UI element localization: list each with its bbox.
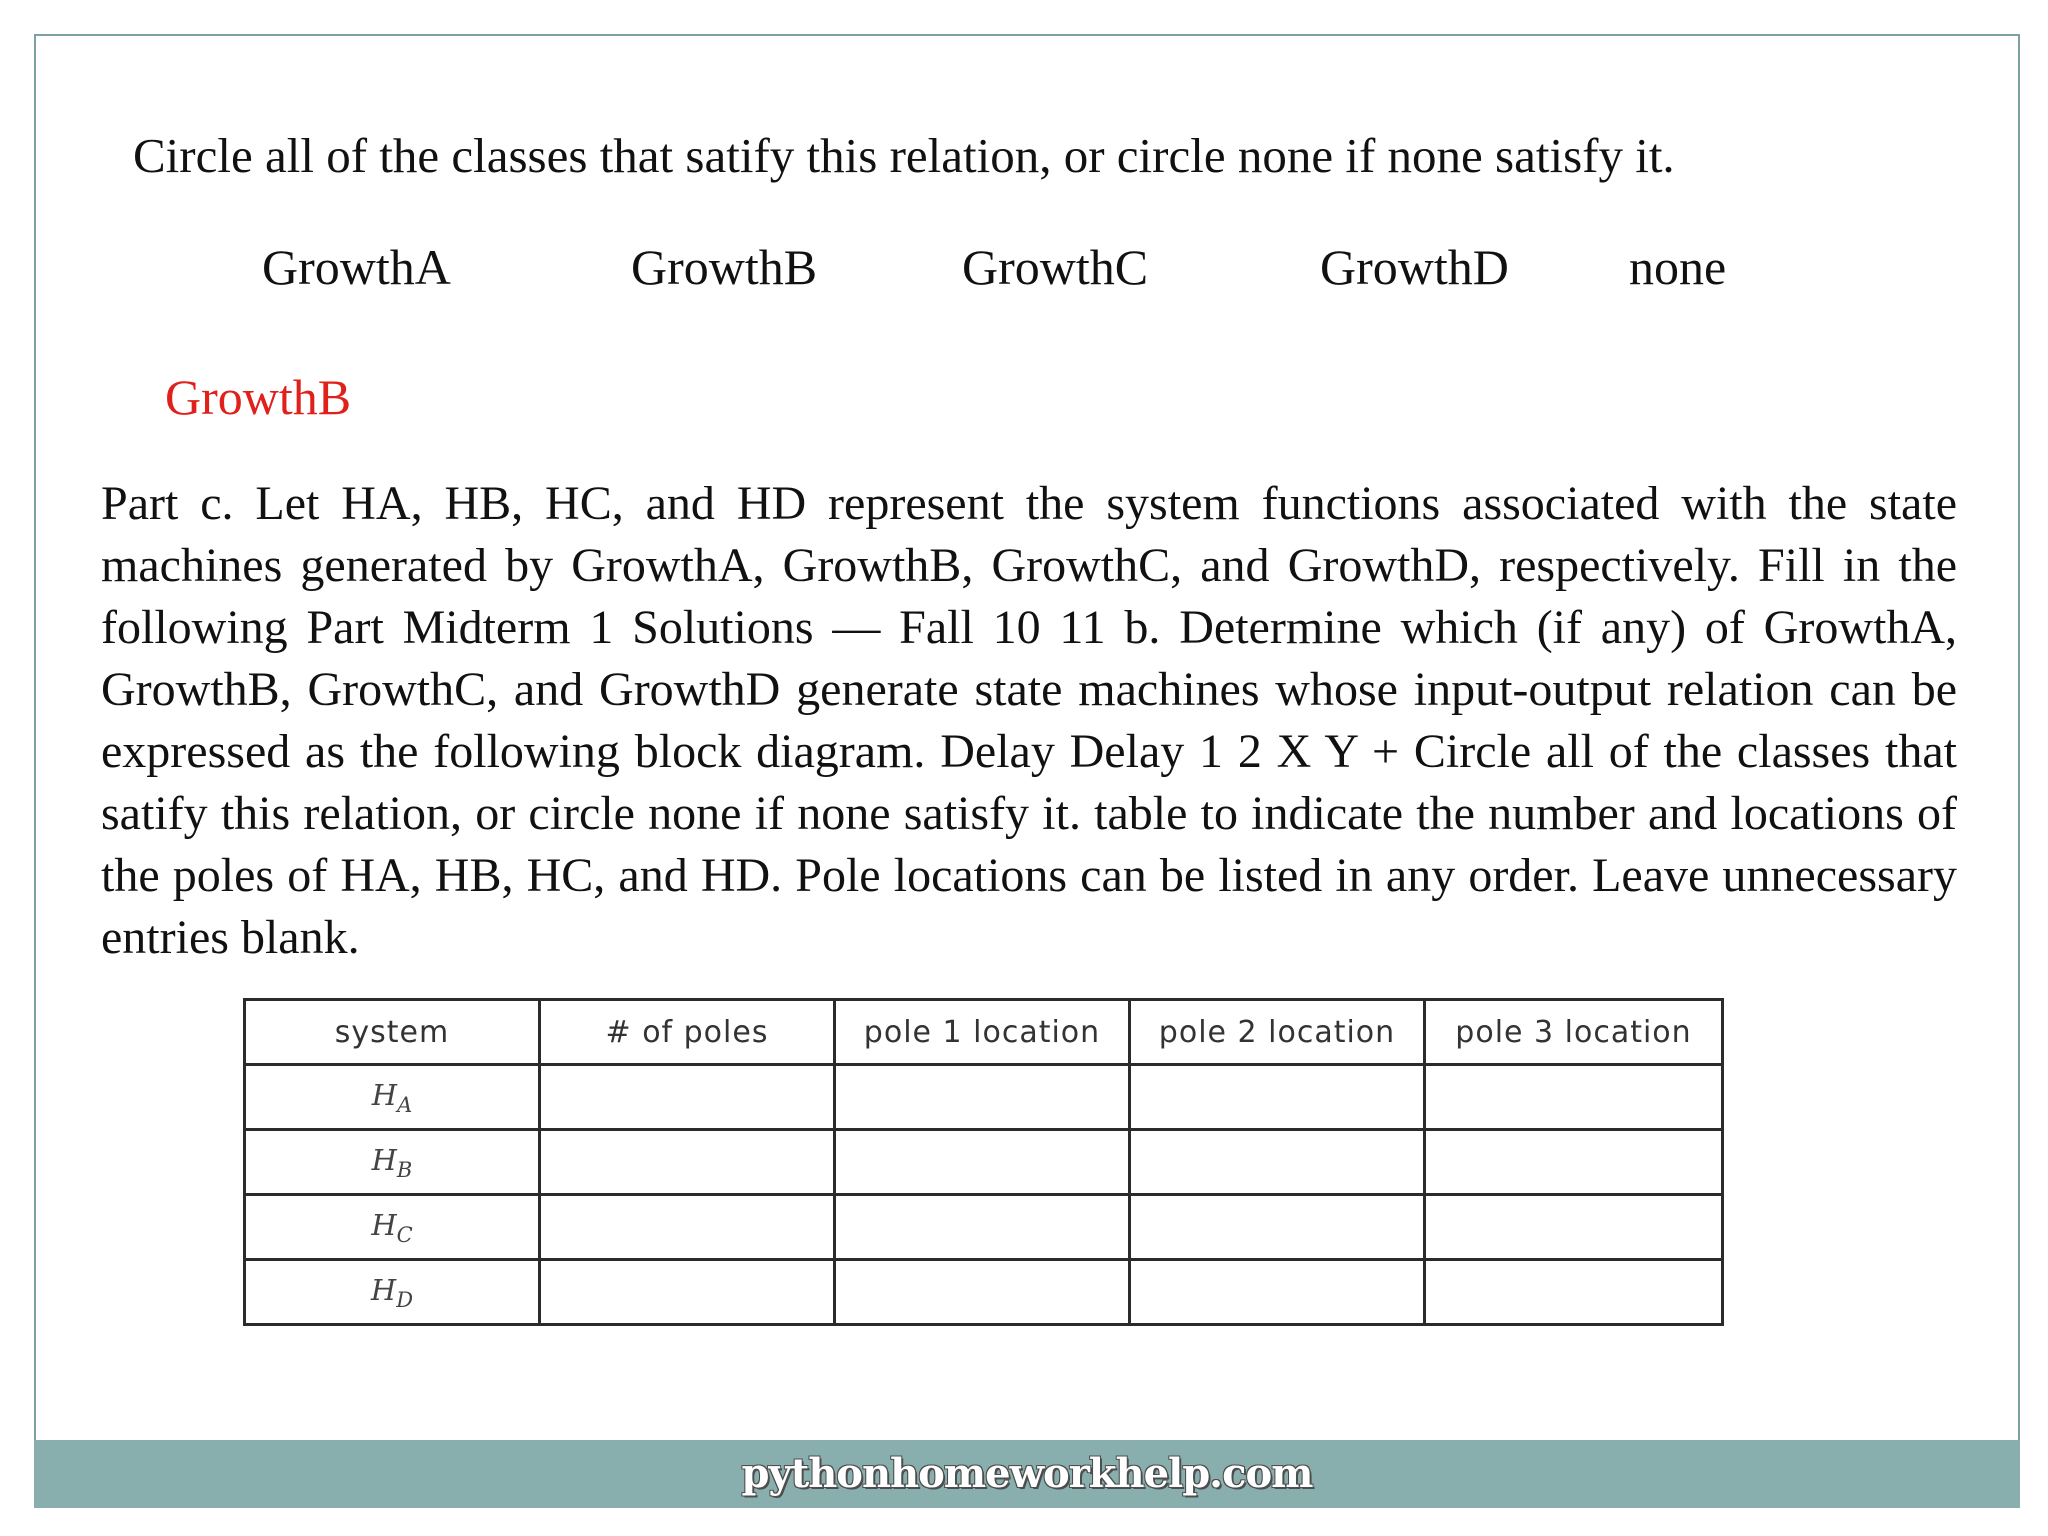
pole-1-cell[interactable] [835, 1260, 1130, 1325]
pole-3-cell[interactable] [1425, 1195, 1723, 1260]
table-row [245, 1260, 1723, 1325]
footer-site-link[interactable]: pythonhomeworkhelp.com [741, 1450, 1313, 1497]
pole-3-cell[interactable] [1425, 1065, 1723, 1130]
options-row [0, 238, 2048, 298]
table-row [245, 1130, 1723, 1195]
table-header-row [245, 1000, 1723, 1065]
table-row [245, 1195, 1723, 1260]
system-base: H [370, 1272, 397, 1307]
pole-1-cell[interactable] [835, 1195, 1130, 1260]
pole-2-cell[interactable] [1130, 1130, 1425, 1195]
system-cell-hd [245, 1260, 540, 1325]
option-growth-c: GrowthC [962, 239, 1149, 295]
system-base: H [371, 1207, 397, 1242]
header-pole-3: pole 3 location [1425, 1000, 1723, 1065]
option-growth-a: GrowthA [262, 239, 451, 295]
system-base: H [371, 1077, 398, 1112]
system-sub: B [396, 1157, 413, 1182]
system-cell-hc [245, 1195, 540, 1260]
system-cell-ha [245, 1065, 540, 1130]
part-c-paragraph: Part c. Let HA, HB, HC, and HD represent the system functions associated with the state machines generated by GrowthA, GrowthB, GrowthC, and GrowthD, respectively. Fill in the following Part Midterm 1 Solutions — Fall 10 11 b. Determine which (if any) of GrowthA, GrowthB, GrowthC, and GrowthD generate state machines whose input-output relation can be expressed as the following block diagram. Delay Delay 1 2 X Y + Circle all of the classes that satify this relation, or circle none if none satisfy it. table to indicate the number and locations of the poles of HA, HB, HC, and HD. Pole locations can be listed in any order. Leave unnecessary entries blank. [101, 477, 1957, 964]
system-sub: C [396, 1222, 413, 1247]
option-none: none [1629, 239, 1727, 295]
system-sub: A [397, 1092, 413, 1117]
poles-table [243, 998, 1724, 1326]
system-sub: D [396, 1287, 414, 1312]
poles-count-cell[interactable] [540, 1195, 835, 1260]
pole-1-cell[interactable] [835, 1065, 1130, 1130]
pole-2-cell[interactable] [1130, 1195, 1425, 1260]
poles-count-cell[interactable] [540, 1065, 835, 1130]
header-pole-2: pole 2 location [1130, 1000, 1425, 1065]
pole-1-cell[interactable] [835, 1130, 1130, 1195]
header-system: system [245, 1000, 540, 1065]
option-growth-b: GrowthB [631, 239, 818, 295]
pole-2-cell[interactable] [1130, 1065, 1425, 1130]
table-row [245, 1065, 1723, 1130]
pole-2-cell[interactable] [1130, 1260, 1425, 1325]
pole-3-cell[interactable] [1425, 1130, 1723, 1195]
pole-3-cell[interactable] [1425, 1260, 1723, 1325]
system-cell-hb [245, 1130, 540, 1195]
option-growth-d: GrowthD [1320, 239, 1509, 295]
header-num-poles: # of poles [540, 1000, 835, 1065]
question-text: Circle all of the classes that satify this relation, or circle none if none satisfy it. [133, 128, 1675, 183]
poles-count-cell[interactable] [540, 1260, 835, 1325]
poles-count-cell[interactable] [540, 1130, 835, 1195]
answer-text: GrowthB [165, 369, 352, 425]
system-base: H [371, 1142, 397, 1177]
header-pole-1: pole 1 location [835, 1000, 1130, 1065]
footer-bar [34, 1440, 2020, 1508]
